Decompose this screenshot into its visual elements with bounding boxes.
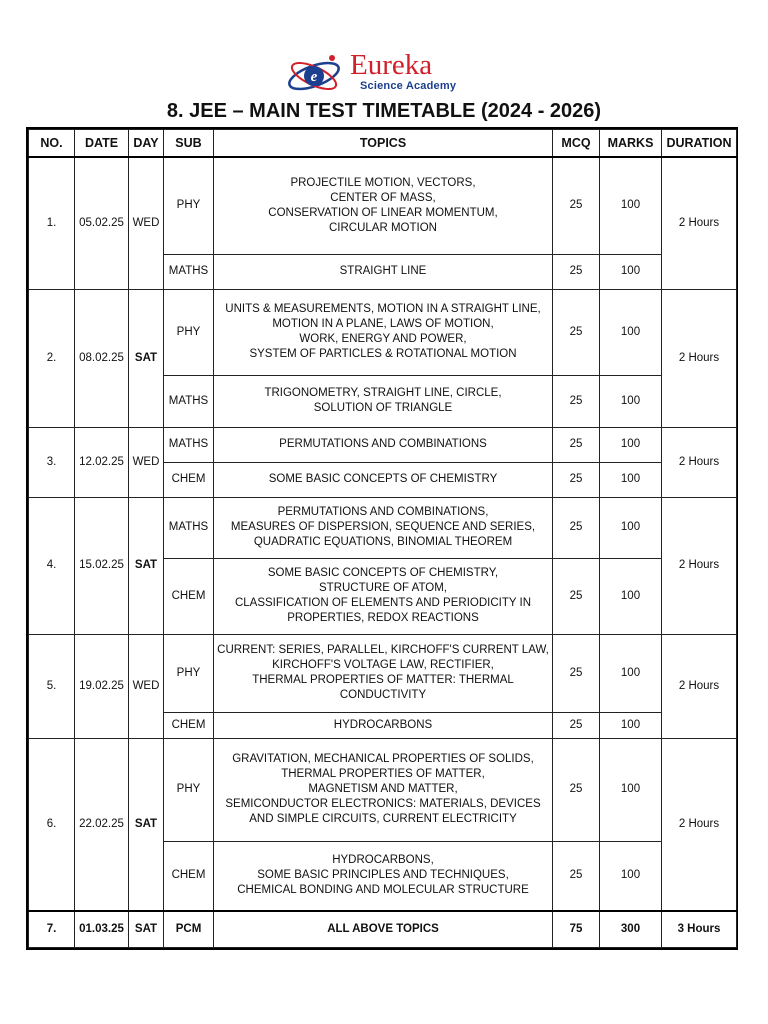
marks: 100 [600, 289, 662, 375]
topic-line: MOTION IN A PLANE, LAWS OF MOTION, [272, 318, 494, 330]
topic-line: PERMUTATIONS AND COMBINATIONS [279, 438, 487, 450]
duration: 2 Hours [662, 738, 737, 911]
marks: 100 [600, 462, 662, 497]
subject: MATHS [164, 254, 214, 289]
test-day: SAT [129, 497, 164, 634]
topics-cell [214, 911, 553, 947]
duration: 3 Hours [662, 911, 737, 947]
mcq-count: 25 [553, 375, 600, 427]
timetable-body [29, 157, 737, 947]
subject: CHEM [164, 712, 214, 738]
academy-logo [282, 46, 482, 98]
test-day: SAT [129, 911, 164, 947]
test-date: 01.03.25 [75, 911, 129, 947]
topic-line: CONDUCTIVITY [339, 689, 427, 701]
topic-line: STRAIGHT LINE [339, 265, 427, 277]
topic-line: SYSTEM OF PARTICLES & ROTATIONAL MOTION [249, 348, 517, 360]
topic-line: ALL ABOVE TOPICS [327, 922, 439, 935]
header-topics: TOPICS [214, 130, 553, 158]
header-no: NO. [29, 130, 75, 158]
mcq-count: 25 [553, 712, 600, 738]
svg-text:e: e [310, 69, 318, 85]
header-mcq: MCQ [553, 130, 600, 158]
subject: PCM [164, 911, 214, 947]
test-date: 22.02.25 [75, 738, 129, 911]
marks: 100 [600, 841, 662, 911]
mcq-count: 25 [553, 841, 600, 911]
test-date: 05.02.25 [75, 157, 129, 289]
test-date: 08.02.25 [75, 289, 129, 427]
subject: PHY [164, 634, 214, 712]
table-row [29, 289, 737, 375]
topics-cell [214, 157, 553, 254]
header-row [29, 130, 737, 158]
atom-logo-icon [282, 46, 354, 98]
mcq-count: 25 [553, 558, 600, 634]
subject: CHEM [164, 841, 214, 911]
topic-line: STRUCTURE OF ATOM, [319, 582, 447, 594]
topic-line: SOLUTION OF TRIANGLE [313, 402, 453, 414]
subject: MATHS [164, 497, 214, 558]
page-title: 8. JEE – MAIN TEST TIMETABLE (2024 - 2026) [166, 100, 602, 122]
topic-line: SEMICONDUCTOR ELECTRONICS: MATERIALS, DEVICES [225, 798, 541, 810]
table-row [29, 634, 737, 712]
table-row [29, 738, 737, 841]
marks: 100 [600, 157, 662, 254]
header-date: DATE [75, 130, 129, 158]
marks: 100 [600, 427, 662, 462]
topics-cell [214, 634, 553, 712]
topic-line: GRAVITATION, MECHANICAL PROPERTIES OF SOLIDS, [232, 753, 534, 765]
subject: MATHS [164, 375, 214, 427]
logo-name: Eureka [350, 49, 433, 81]
topic-line: TRIGONOMETRY, STRAIGHT LINE, CIRCLE, [264, 387, 502, 399]
topic-line: UNITS & MEASUREMENTS, MOTION IN A STRAIGHT LINE, [225, 303, 541, 315]
marks: 100 [600, 558, 662, 634]
topic-line: HYDROCARBONS, [332, 854, 434, 867]
table-row [29, 427, 737, 462]
duration: 2 Hours [662, 634, 737, 738]
topic-line: MEASURES OF DISPERSION, SEQUENCE AND SERIES, [230, 521, 536, 533]
topic-line: CENTER OF MASS, [330, 191, 436, 204]
header-marks: MARKS [600, 130, 662, 158]
topics-cell [214, 289, 553, 375]
marks: 300 [600, 911, 662, 947]
test-date: 19.02.25 [75, 634, 129, 738]
topic-line: PERMUTATIONS AND COMBINATIONS, [277, 506, 489, 518]
topic-line: CONSERVATION OF LINEAR MOMENTUM, [268, 206, 498, 219]
duration: 2 Hours [662, 289, 737, 427]
test-date: 12.02.25 [75, 427, 129, 497]
logo-tagline: Science Academy [360, 80, 457, 92]
mcq-count: 25 [553, 497, 600, 558]
mcq-count: 25 [553, 427, 600, 462]
subject: PHY [164, 289, 214, 375]
topics-cell [214, 254, 553, 289]
test-day: WED [129, 427, 164, 497]
mcq-count: 25 [553, 254, 600, 289]
marks: 100 [600, 712, 662, 738]
topic-line: SOME BASIC CONCEPTS OF CHEMISTRY, [267, 567, 499, 579]
header-duration: DURATION [662, 130, 737, 158]
test-number: 7. [29, 911, 75, 947]
topic-line: SOME BASIC CONCEPTS OF CHEMISTRY [268, 473, 498, 485]
duration: 2 Hours [662, 497, 737, 634]
topic-line: CHEMICAL BONDING AND MOLECULAR STRUCTURE [237, 884, 529, 897]
test-number: 5. [29, 634, 75, 738]
subject: PHY [164, 738, 214, 841]
mcq-count: 25 [553, 289, 600, 375]
topic-line: KIRCHOFF'S VOLTAGE LAW, RECTIFIER, [272, 659, 494, 671]
table-row [29, 157, 737, 254]
topic-line: PROJECTILE MOTION, VECTORS, [290, 176, 476, 189]
test-number: 6. [29, 738, 75, 911]
topic-line: WORK, ENERGY AND POWER, [299, 333, 467, 345]
table-row [29, 911, 737, 947]
mcq-count: 25 [553, 738, 600, 841]
subject: PHY [164, 157, 214, 254]
test-number: 4. [29, 497, 75, 634]
topic-line: CURRENT: SERIES, PARALLEL, KIRCHOFF'S CURRENT LAW, [217, 644, 549, 656]
marks: 100 [600, 254, 662, 289]
test-date: 15.02.25 [75, 497, 129, 634]
mcq-count: 25 [553, 157, 600, 254]
mcq-count: 25 [553, 634, 600, 712]
subject: CHEM [164, 462, 214, 497]
subject: CHEM [164, 558, 214, 634]
topics-cell [214, 558, 553, 634]
test-day: SAT [129, 738, 164, 911]
header-sub: SUB [164, 130, 214, 158]
subject: MATHS [164, 427, 214, 462]
duration: 2 Hours [662, 157, 737, 289]
timetable-table [28, 129, 737, 948]
topics-cell [214, 841, 553, 911]
topic-line: SOME BASIC PRINCIPLES AND TECHNIQUES, [257, 869, 509, 882]
test-day: SAT [129, 289, 164, 427]
test-number: 2. [29, 289, 75, 427]
topics-cell [214, 462, 553, 497]
topic-line: THERMAL PROPERTIES OF MATTER, [281, 768, 485, 780]
mcq-count: 25 [553, 462, 600, 497]
topic-line: PROPERTIES, REDOX REACTIONS [287, 612, 479, 624]
topic-line: MAGNETISM AND MATTER, [308, 783, 458, 795]
topics-cell [214, 497, 553, 558]
topic-line: QUADRATIC EQUATIONS, BINOMIAL THEOREM [253, 536, 513, 548]
topics-cell [214, 375, 553, 427]
topics-cell [214, 712, 553, 738]
topic-line: AND SIMPLE CIRCUITS, CURRENT ELECTRICITY [249, 813, 517, 825]
topic-line: CIRCULAR MOTION [329, 221, 437, 234]
test-day: WED [129, 157, 164, 289]
marks: 100 [600, 634, 662, 712]
test-day: WED [129, 634, 164, 738]
table-row [29, 497, 737, 558]
mcq-count: 75 [553, 911, 600, 947]
topic-line: THERMAL PROPERTIES OF MATTER: THERMAL [252, 674, 514, 686]
topic-line: CLASSIFICATION OF ELEMENTS AND PERIODICITY IN [234, 597, 532, 609]
duration: 2 Hours [662, 427, 737, 497]
marks: 100 [600, 738, 662, 841]
header-day: DAY [129, 130, 164, 158]
test-number: 3. [29, 427, 75, 497]
test-number: 1. [29, 157, 75, 289]
marks: 100 [600, 375, 662, 427]
timetable [26, 127, 738, 950]
marks: 100 [600, 497, 662, 558]
topics-cell [214, 427, 553, 462]
topics-cell [214, 738, 553, 841]
topic-line: HYDROCARBONS [333, 718, 433, 731]
